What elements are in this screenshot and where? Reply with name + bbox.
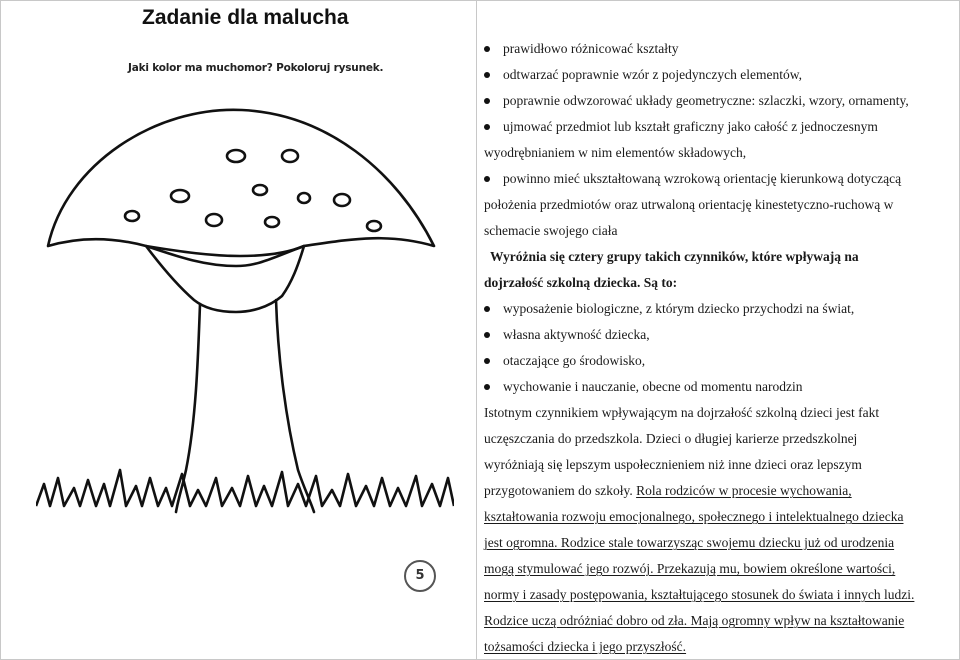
page-number-badge: 5 (404, 560, 436, 592)
list-item-continuation: schemacie swojego ciała (484, 223, 618, 238)
right-column (484, 36, 944, 660)
underlined-line: normy i zasady postępowania, kształtującego stosunek do świata i innych ludzi. (484, 587, 915, 602)
bullet-icon (484, 306, 490, 312)
worksheet (36, 60, 454, 608)
list-item: poprawnie odwzorować układy geometryczne: szlaczki, wzory, ornamenty, (484, 88, 944, 114)
factor-item: wychowanie i nauczanie, obecne od momentu narodzin (484, 374, 944, 400)
list-item: ujmować przedmiot lub kształt graficzny jako całość z jednoczesnym (484, 114, 944, 140)
bullet-icon (484, 98, 490, 104)
factor-item: otaczające go środowisko, (484, 348, 944, 374)
underlined-line: kształtowania rozwoju emocjonalnego, społecznego i intelektualnego dziecka (484, 509, 904, 524)
grass (36, 470, 454, 506)
bullet-icon (484, 332, 490, 338)
section-heading: Wyróżnia się cztery grupy takich czynników, które wpływają na (490, 249, 859, 264)
column-divider (476, 0, 477, 660)
worksheet-heading: Jaki kolor ma muchomor? Pokoloruj rysunek. (128, 62, 384, 74)
mushroom-drawing (36, 60, 454, 608)
section-heading-continuation: dojrzałość szkolną dziecka. Są to: (484, 275, 678, 290)
list-item-continuation: położenia przedmiotów oraz utrwaloną orientację kinestetyczno-ruchową w (484, 197, 894, 212)
underlined-line: mogą stymulować jego rozwój. Przekazują mu, bowiem określone wartości, (484, 561, 896, 576)
bullet-icon (484, 124, 490, 130)
list-item: prawidłowo różnicować kształty (484, 36, 944, 62)
page-title: Zadanie dla malucha (142, 6, 349, 29)
paragraph-line: przygotowaniem do szkoły. Rola rodziców w procesie wychowania, (484, 483, 852, 498)
underlined-text: Rola rodziców w procesie wychowania, (636, 483, 852, 498)
factor-item: własna aktywność dziecka, (484, 322, 944, 348)
paragraph-line: uczęszczania do przedszkola. Dzieci o długiej karierze przedszkolnej (484, 431, 858, 446)
underlined-line: tożsamości dziecka i jego przyszłość. (484, 639, 687, 654)
underlined-line: jest ogromna. Rodzice stale towarzysząc swojemu dziecku już od urodzenia (484, 535, 895, 550)
factor-item: wyposażenie biologiczne, z którym dziecko przychodzi na świat, (484, 296, 944, 322)
list-item: odtwarzać poprawnie wzór z pojedynczych elementów, (484, 62, 944, 88)
paragraph-line: Istotnym czynnikiem wpływającym na dojrzałość szkolną dzieci jest fakt (484, 405, 880, 420)
paragraph-line: wyróżniają się lepszym uspołecznieniem niż inne dzieci oraz lepszym (484, 457, 862, 472)
bullet-icon (484, 176, 490, 182)
bullet-icon (484, 358, 490, 364)
bullet-icon (484, 46, 490, 52)
underlined-line: Rodzice uczą odróżniać dobro od zła. Mają ogromny wpływ na kształtowanie (484, 613, 905, 628)
bullet-icon (484, 72, 490, 78)
left-column (0, 0, 476, 660)
list-item-continuation: wyodrębnianiem w nim elementów składowych, (484, 145, 747, 160)
list-item: powinno mieć ukształtowaną wzrokową orientację kierunkową dotyczącą (484, 166, 944, 192)
mushroom-cap (48, 110, 434, 266)
bullet-icon (484, 384, 490, 390)
